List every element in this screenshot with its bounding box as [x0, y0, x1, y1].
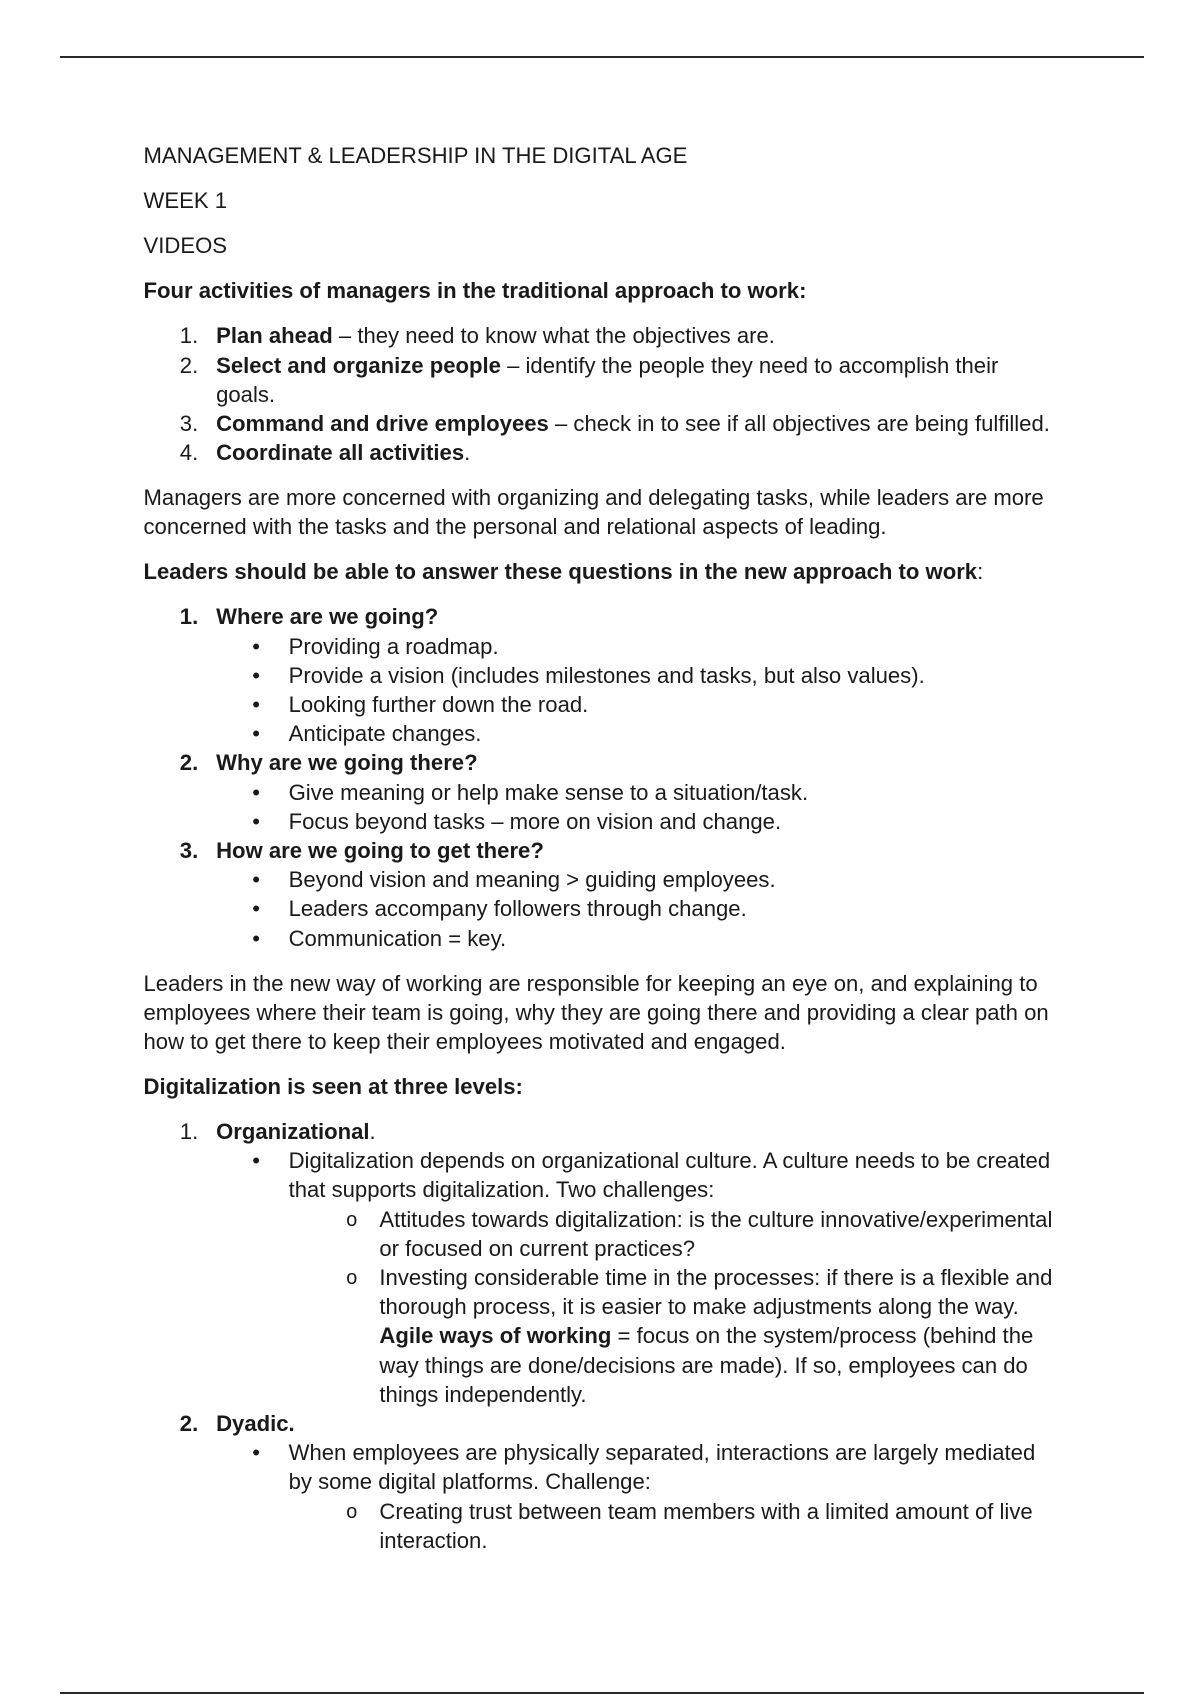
bullet-marker: •: [252, 1148, 261, 1174]
sub-bullet-marker: o: [345, 1501, 358, 1525]
sub-bullet-text: Creating trust between team members with a limited amount of live interaction.: [379, 1498, 1033, 1553]
bullet-marker: •: [252, 808, 261, 834]
traditional-activities-list: [144, 321, 1061, 467]
bullet-text: Beyond vision and meaning > guiding employees.: [288, 867, 776, 893]
bullet-text: Communication = key.: [288, 925, 507, 951]
bullet-marker: •: [252, 662, 261, 688]
sub-bullet-item: [289, 1263, 1060, 1409]
list-number: 1.: [179, 323, 199, 349]
sub-bullet-item: [289, 1497, 1060, 1555]
level-name: Organizational: [216, 1119, 370, 1145]
bullet-marker: •: [252, 867, 261, 893]
list-item: [144, 321, 1061, 350]
agile-term: Agile ways of working: [379, 1323, 612, 1349]
bullet-item: [216, 1146, 1060, 1409]
managers-vs-leaders-paragraph: Managers are more concerned with organizing and delegating tasks, while leaders are more concerned with the tasks and the personal and relational aspects of leading.: [143, 485, 1044, 540]
bullet-list: [216, 865, 1060, 953]
bullet-text: Provide a vision (includes milestones and tasks, but also values).: [288, 662, 925, 688]
course-title: MANAGEMENT & LEADERSHIP IN THE DIGITAL AGE: [143, 143, 688, 169]
question-text: Why are we going there?: [216, 750, 478, 776]
bullet-text: Focus beyond tasks – more on vision and change.: [288, 808, 782, 834]
bullet-item: [216, 690, 1060, 719]
footer-rule: [60, 1692, 1144, 1694]
sub-bullet-marker: o: [345, 1268, 358, 1292]
traditional-heading: Four activities of managers in the traditional approach to work:: [143, 278, 807, 304]
question-item: [144, 748, 1061, 836]
bullet-item: [216, 661, 1060, 690]
bullet-item: [216, 632, 1060, 661]
new-approach-heading-colon: :: [977, 559, 984, 585]
question-item: [144, 602, 1061, 748]
list-number: 2.: [179, 1411, 199, 1437]
bullet-item: [216, 1438, 1060, 1555]
bullet-text: Looking further down the road.: [288, 692, 589, 718]
bullet-text: Providing a roadmap.: [288, 633, 499, 659]
level-name: Dyadic.: [216, 1411, 295, 1437]
bullet-item: [216, 719, 1060, 748]
list-number: 1.: [179, 604, 199, 630]
bullet-list: [216, 632, 1060, 749]
question-text: How are we going to get there?: [216, 838, 544, 864]
list-item: [144, 438, 1061, 467]
activity-description: .: [464, 440, 471, 466]
bullet-marker: •: [252, 721, 261, 747]
bullet-text: When employees are physically separated, interactions are largely mediated by some digital platforms. Challenge:: [288, 1440, 1036, 1495]
activity-description: – check in to see if all objectives are being fulfilled.: [548, 411, 1050, 436]
activity-term: Plan ahead: [216, 323, 333, 349]
activity-term: Coordinate all activities: [216, 440, 465, 466]
list-number: 3.: [179, 838, 199, 864]
list-number: 2.: [179, 352, 199, 378]
bullet-item: [216, 865, 1060, 894]
sub-bullet-item: [289, 1205, 1060, 1263]
bullet-item: [216, 778, 1060, 807]
question-text: Where are we going?: [216, 604, 439, 630]
bullet-item: [216, 894, 1060, 923]
activity-term: Select and organize people: [216, 352, 501, 378]
leader-questions-list: [144, 602, 1061, 952]
list-number: 2.: [179, 750, 199, 776]
list-number: 3.: [179, 411, 199, 436]
bullet-marker: •: [252, 896, 261, 922]
bullet-marker: •: [252, 1440, 261, 1466]
question-item: [144, 836, 1061, 953]
agile-definition: = focus on the system/process (behind the way things are done/decisions are made). If so, employees can do things independently.: [379, 1323, 1034, 1407]
new-way-summary-paragraph: Leaders in the new way of working are responsible for keeping an eye on, and explaining to employees where their team is going, why they are going there and providing a clear path on how to get there to keep their employees motivated and engaged.: [143, 970, 1049, 1055]
bullet-list: [216, 778, 1060, 836]
list-item: [144, 351, 1061, 409]
bullet-marker: •: [252, 692, 261, 718]
activity-description: – they need to know what the objectives are.: [332, 323, 775, 349]
header-rule: [60, 56, 1144, 58]
level-item-dyadic: [144, 1409, 1061, 1555]
document-body: [144, 141, 1061, 1571]
activity-term: Command and drive employees: [216, 411, 549, 436]
sub-bullet-list: [289, 1205, 1060, 1409]
level-name-period: .: [369, 1119, 376, 1145]
bullet-marker: •: [252, 925, 261, 951]
activity-description: – identify the people they need to accomplish their goals.: [216, 352, 999, 407]
bullet-list: [216, 1146, 1060, 1409]
digitalization-levels-list: [144, 1117, 1061, 1555]
list-number: 1.: [179, 1119, 199, 1145]
bullet-text: Anticipate changes.: [288, 721, 482, 747]
bullet-marker: •: [252, 779, 261, 805]
bullet-item: [216, 924, 1060, 953]
list-number: 4.: [179, 440, 199, 466]
bullet-text: Leaders accompany followers through change.: [288, 896, 747, 922]
sub-bullet-text: Attitudes towards digitalization: is the culture innovative/experimental or focused on current practices?: [379, 1206, 1053, 1261]
list-item: [144, 409, 1061, 438]
sub-bullet-list: [289, 1497, 1060, 1555]
bullet-item: [216, 807, 1060, 836]
sub-bullet-text: Investing considerable time in the processes: if there is a flexible and thorough process, it is easier to make adjustments along the way.: [379, 1265, 1053, 1320]
level-item-organizational: [144, 1117, 1061, 1409]
sub-bullet-marker: o: [345, 1209, 358, 1233]
new-approach-heading: [144, 557, 1061, 586]
week-label: WEEK 1: [143, 188, 227, 214]
bullet-list: [216, 1438, 1060, 1555]
bullet-text: Give meaning or help make sense to a situation/task.: [288, 779, 809, 805]
new-approach-heading-text: Leaders should be able to answer these questions in the new approach to work: [143, 559, 978, 585]
digitalization-heading: Digitalization is seen at three levels:: [143, 1074, 523, 1100]
bullet-marker: •: [252, 633, 261, 659]
bullet-text: Digitalization depends on organizational culture. A culture needs to be created that supports digitalization. Two challenges:: [288, 1148, 1051, 1203]
section-label: VIDEOS: [143, 233, 227, 259]
